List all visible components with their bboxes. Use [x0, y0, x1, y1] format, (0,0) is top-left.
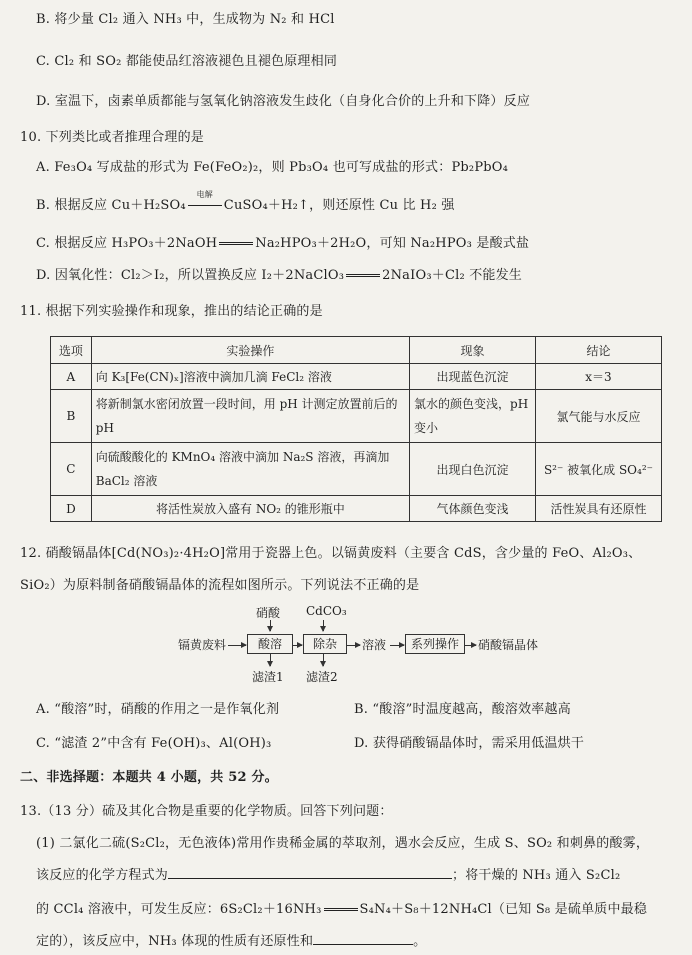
q10-option-d — [36, 264, 522, 283]
arrow-right-icon — [464, 645, 476, 646]
table-header-row — [51, 337, 662, 364]
arrow-right-icon — [228, 645, 246, 646]
q12-option-a: A. “酸溶”时，硝酸的作用之一是作氧化剂 — [36, 702, 280, 717]
equals-sign — [324, 908, 358, 911]
answer-blank — [168, 866, 452, 879]
q13-p4-post: 。 — [413, 934, 427, 949]
q10-stem: 10. 下列类比或者推理合理的是 — [20, 130, 205, 145]
arrow-down-icon — [270, 620, 271, 631]
q13-part1-line1: (1) 二氯化二硫(S₂Cl₂，无色液体)常用作贵稀金属的萃取剂，遇水会反应，生成 S、SO₂ 和刺鼻的酸雾， — [36, 836, 650, 851]
residue-1: 滤渣1 — [252, 670, 284, 684]
table-cell: D — [51, 496, 92, 522]
table-cell: A — [51, 364, 92, 390]
arrow-down-icon — [323, 620, 324, 631]
step-box-acid-dissolve: 酸溶 — [247, 634, 293, 654]
arrow-down-icon — [323, 654, 324, 666]
table-header: 现象 — [410, 337, 536, 364]
table-row — [51, 390, 662, 443]
q10-c-pre: C. 根据反应 H₃PO₃＋2NaOH — [36, 236, 218, 251]
table-cell: 向 K₃[Fe(CN)ₓ]溶液中滴加几滴 FeCl₂ 溶液 — [91, 364, 409, 390]
q13-stem: 13.（13 分）硫及其化合物是重要的化学物质。回答下列问题： — [20, 804, 393, 819]
table-cell: C — [51, 443, 92, 496]
input-cdco3: CdCO₃ — [306, 604, 347, 618]
table-header: 选项 — [51, 337, 92, 364]
equals-sign — [219, 242, 253, 245]
section-heading: 二、非选择题：本题共 4 小题，共 52 分。 — [20, 770, 278, 785]
table-row — [51, 496, 662, 522]
table-cell: 将新制氯水密闭放置一段时间，用 pH 计测定放置前后的 pH — [91, 390, 409, 443]
q10-b-pre: B. 根据反应 Cu＋H₂SO₄ — [36, 198, 186, 213]
q10-option-a: A. Fe₃O₄ 写成盐的形式为 Fe(FeO₂)₂，则 Pb₃O₄ 也可写成盐的形式：Pb₂PbO₄ — [36, 160, 509, 175]
input-nitric-acid: 硝酸 — [256, 606, 281, 620]
q10-option-b — [36, 190, 455, 213]
q10-b-post: CuSO₄＋H₂↑，则还原性 Cu 比 H₂ 强 — [223, 198, 455, 213]
start-material: 镉黄废料 — [178, 638, 227, 652]
q12-stem-line1: 12. 硝酸镉晶体[Cd(NO₃)₂·4H₂O]常用于瓷器上色。以镉黄废料（主要含 CdS，含少量的 FeO、Al₂O₃、 — [20, 546, 642, 561]
electrolysis-arrow — [188, 190, 222, 213]
table-cell: 氯气能与水反应 — [535, 390, 661, 443]
q13-p2-post: ；将干燥的 NH₃ 通入 S₂Cl₂ — [452, 868, 621, 883]
q13-p2-pre: 该反应的化学方程式为 — [36, 868, 169, 883]
experiment-table — [50, 336, 662, 522]
q11-stem: 11. 根据下列实验操作和现象，推出的结论正确的是 — [20, 304, 323, 319]
q10-c-post: Na₂HPO₃＋2H₂O，可知 Na₂HPO₃ 是酸式盐 — [255, 236, 530, 251]
q12-option-d: D. 获得硝酸镉晶体时，需采用低温烘干 — [354, 736, 585, 751]
table-header: 实验操作 — [91, 337, 409, 364]
table-cell: B — [51, 390, 92, 443]
table-cell: 活性炭具有还原性 — [535, 496, 661, 522]
q13-part1-line3 — [36, 898, 647, 917]
step-box-series-operations: 系列操作 — [405, 634, 465, 654]
table-cell: 将活性炭放入盛有 NO₂ 的锥形瓶中 — [91, 496, 409, 522]
arrow-right-icon — [390, 645, 404, 646]
q12-stem-line2: SiO₂）为原料制备硝酸镉晶体的流程如图所示。下列说法不正确的是 — [20, 578, 420, 593]
q13-part1-line4 — [36, 930, 426, 949]
table-cell: 向硫酸酸化的 KMnO₄ 溶液中滴加 Na₂S 溶液，再滴加 BaCl₂ 溶液 — [91, 443, 409, 496]
table-cell: S²⁻ 被氧化成 SO₄²⁻ — [535, 443, 661, 496]
condition-bar — [188, 205, 222, 206]
table-cell: 出现蓝色沉淀 — [410, 364, 536, 390]
q12-option-b: B. “酸溶”时温度越高，酸溶效率越高 — [354, 702, 571, 717]
arrow-right-icon — [292, 645, 302, 646]
arrow-down-icon — [270, 654, 271, 666]
q10-d-pre: D. 因氧化性：Cl₂＞I₂，所以置换反应 I₂＋2NaClO₃ — [36, 268, 345, 283]
answer-blank — [313, 932, 413, 945]
q9-option-c: C. Cl₂ 和 SO₂ 都能使品红溶液褪色且褪色原理相同 — [36, 54, 338, 69]
electrolysis-condition: 电解 — [196, 190, 213, 199]
q9-option-b: B. 将少量 Cl₂ 通入 NH₃ 中，生成物为 N₂ 和 HCl — [36, 12, 335, 27]
q13-p4-pre: 定的），该反应中，NH₃ 体现的性质有还原性和 — [36, 934, 314, 949]
q13-p3-pre: 的 CCl₄ 溶液中，可发生反应：6S₂Cl₂＋16NH₃ — [36, 902, 322, 917]
residue-2: 滤渣2 — [306, 670, 338, 684]
table-header: 结论 — [535, 337, 661, 364]
q9-option-d: D. 室温下，卤素单质都能与氢氧化钠溶液发生歧化（自身化合价的上升和下降）反应 — [36, 94, 531, 109]
table-cell: x＝3 — [535, 364, 661, 390]
end-product: 硝酸镉晶体 — [478, 638, 539, 652]
q13-part1-line2 — [36, 864, 620, 883]
q12-option-c: C. “滤渣 2”中含有 Fe(OH)₃、Al(OH)₃ — [36, 736, 272, 751]
arrow-right-icon — [346, 645, 360, 646]
q13-p3-post: S₄N₄＋S₈＋12NH₄Cl（已知 S₈ 是硫单质中最稳 — [359, 902, 648, 917]
table-cell: 出现白色沉淀 — [410, 443, 536, 496]
table-row — [51, 443, 662, 496]
q10-d-post: 2NaIO₃＋Cl₂ 不能发生 — [382, 268, 522, 283]
q10-option-c — [36, 232, 529, 251]
step-box-impurity-removal: 除杂 — [303, 634, 347, 654]
table-row — [51, 364, 662, 390]
intermediate-solution: 溶液 — [362, 638, 387, 652]
table-cell: 氯水的颜色变浅，pH 变小 — [410, 390, 536, 443]
table-cell: 气体颜色变浅 — [410, 496, 536, 522]
equals-sign — [346, 274, 380, 277]
